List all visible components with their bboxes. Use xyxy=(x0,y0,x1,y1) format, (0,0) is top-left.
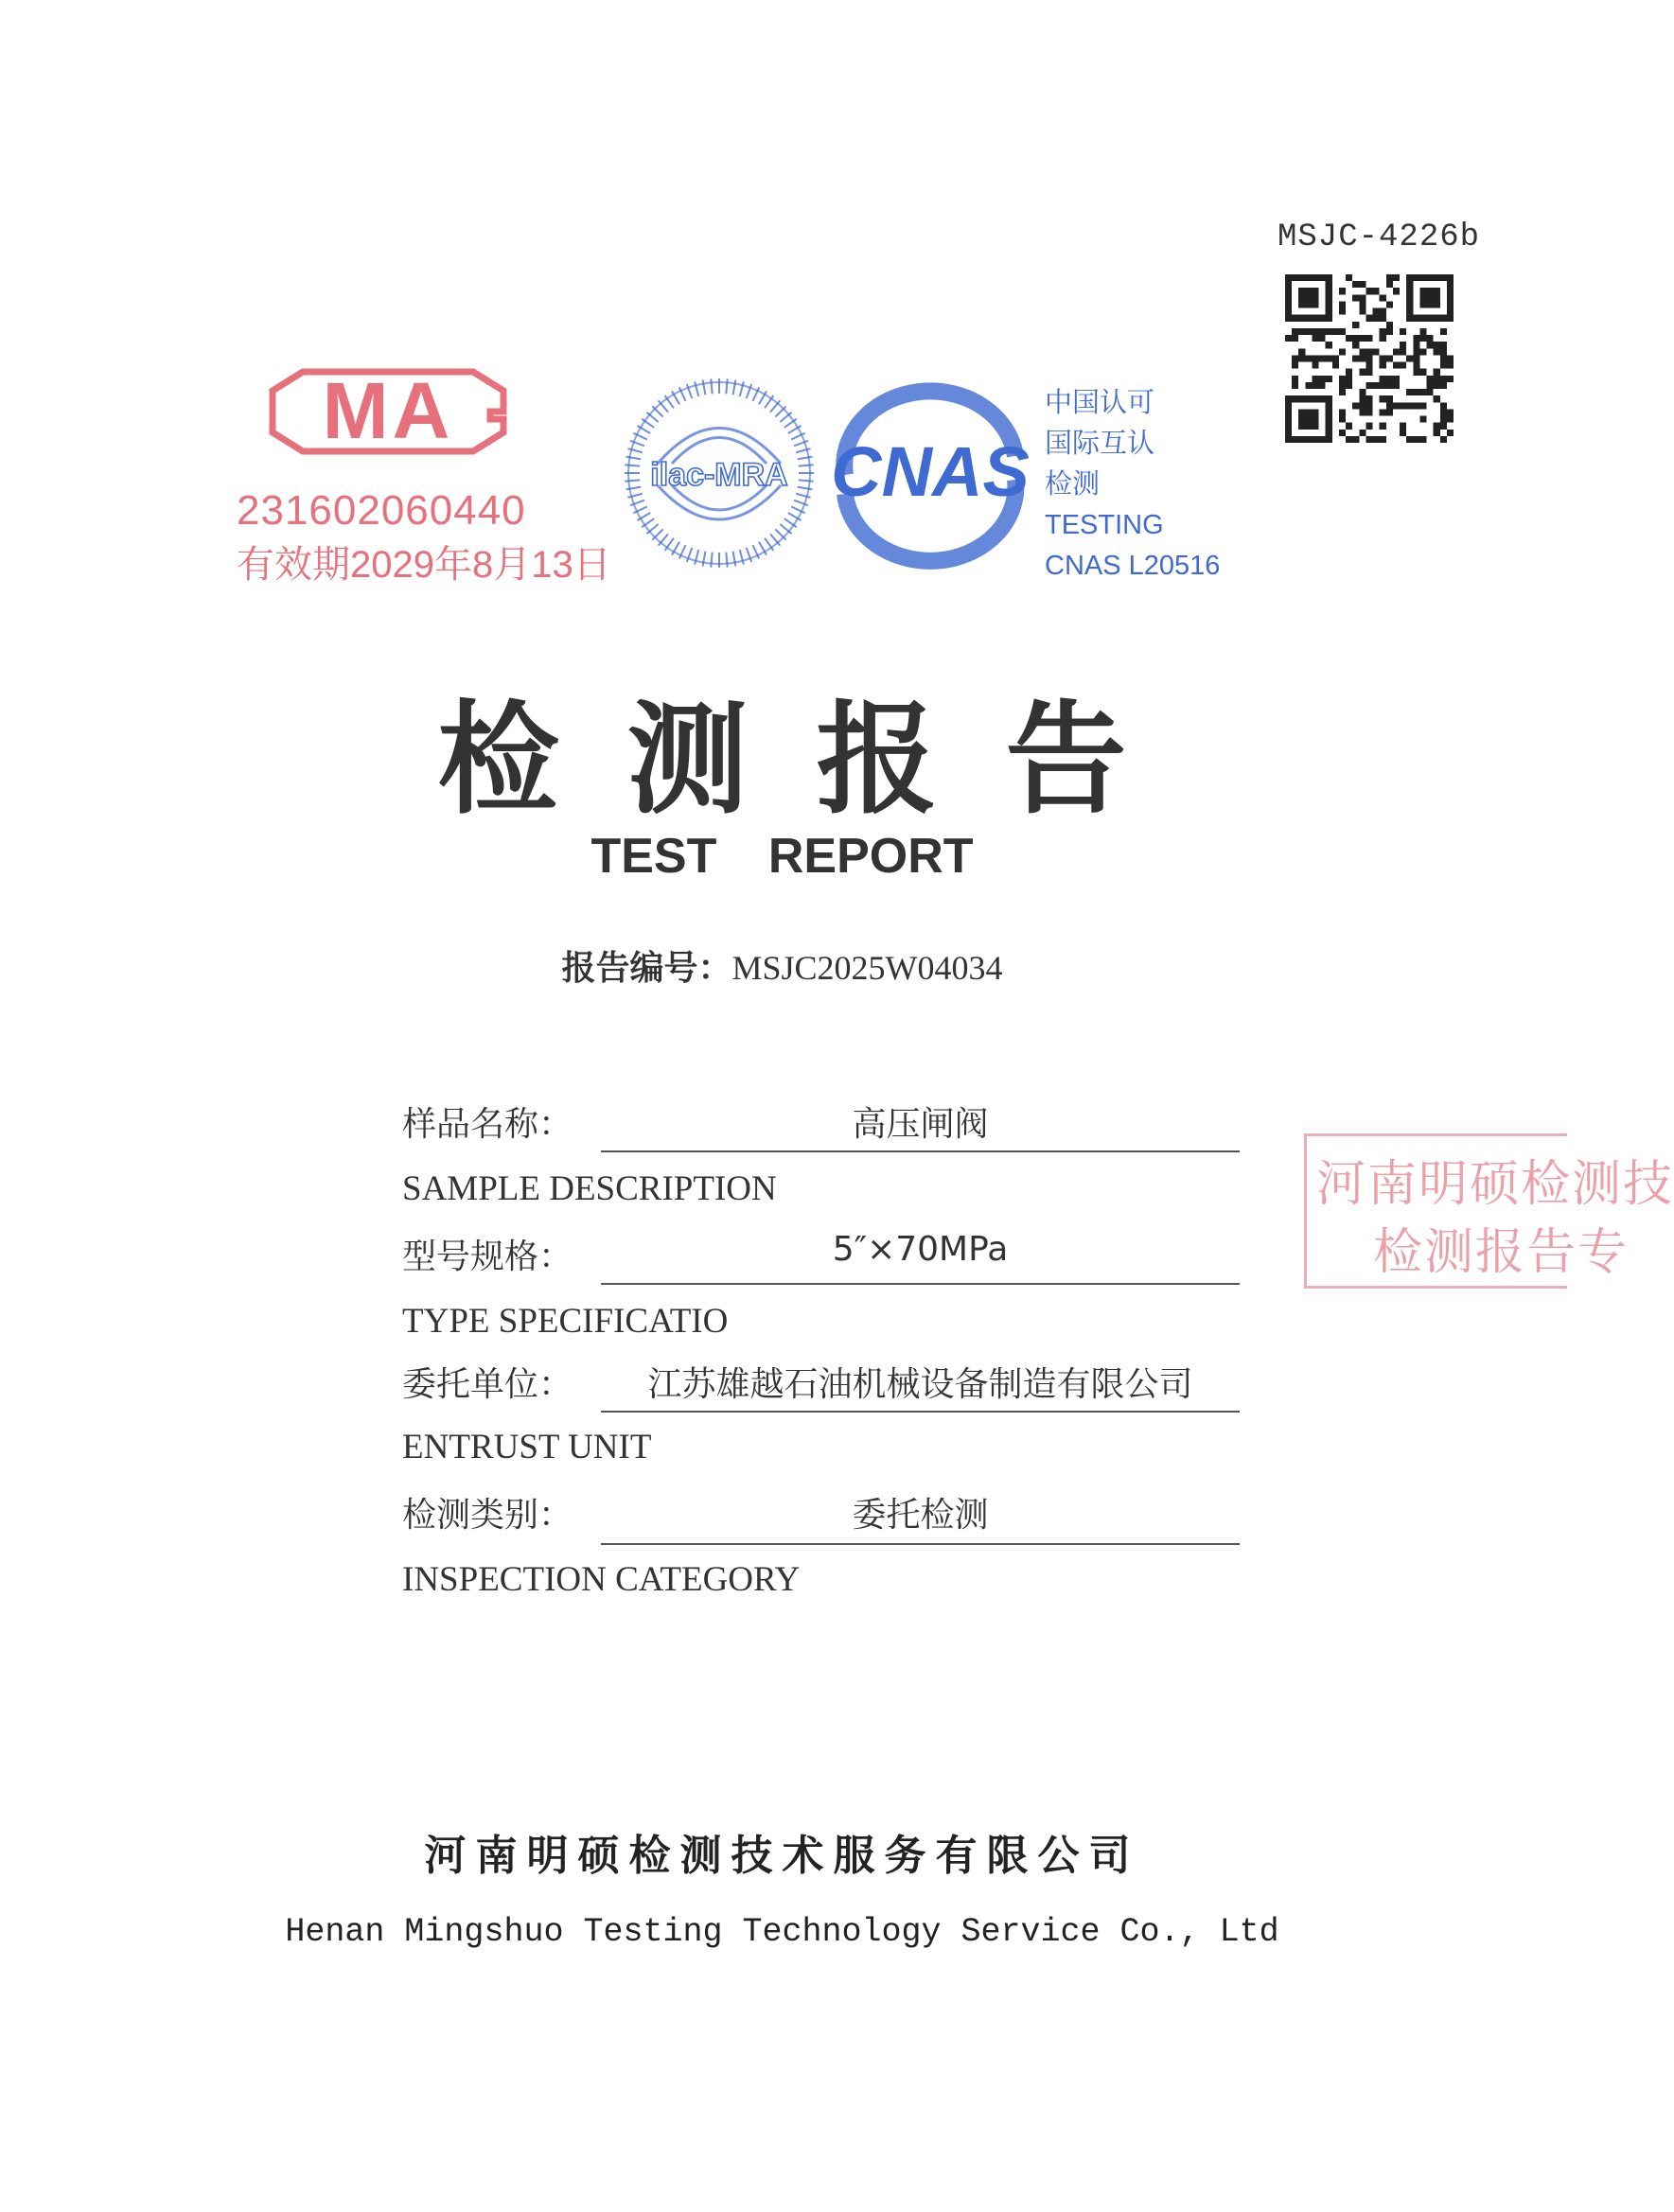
inspection-category-label: 检测类别： xyxy=(402,1496,573,1535)
cnas-line: 国际互认 xyxy=(1045,429,1155,459)
ma-certification-stamp xyxy=(237,364,611,591)
type-spec-label: 型号规格： xyxy=(402,1238,573,1276)
field-underline xyxy=(601,1283,1240,1285)
inspection-category-en-label: INSPECTION CATEGORY xyxy=(402,1560,801,1599)
entrust-unit-en-label: ENTRUST UNIT xyxy=(402,1428,652,1466)
seal-line: 检测报告专 xyxy=(1373,1224,1630,1281)
sample-name-value: 高压闸阀 xyxy=(852,1105,989,1144)
cnas-logo-icon xyxy=(821,390,1039,560)
report-title-en: TEST REPORT xyxy=(590,829,974,884)
svg-text:MA: MA xyxy=(322,366,454,455)
sample-description-label: SAMPLE DESCRIPTION xyxy=(402,1169,777,1208)
cnas-line: TESTING xyxy=(1045,510,1164,540)
ilac-mra-logo-icon xyxy=(620,374,819,572)
report-number xyxy=(0,941,1564,990)
cnas-line: 中国认可 xyxy=(1045,388,1155,418)
cnas-accreditation-text xyxy=(1045,383,1220,587)
document-code: MSJC-4226b xyxy=(1278,219,1481,255)
sample-name-label: 样品名称： xyxy=(402,1105,573,1144)
cnas-line: 检测 xyxy=(1045,469,1101,500)
inspection-category-value: 委托检测 xyxy=(852,1496,989,1535)
report-number-label: 报告编号： xyxy=(561,949,732,988)
qr-code-icon xyxy=(1285,274,1454,443)
entrust-unit-label: 委托单位： xyxy=(402,1365,573,1404)
type-specification-label: TYPE SPECIFICATIO xyxy=(402,1302,729,1341)
seal-line: 河南明硕检测技 xyxy=(1316,1156,1674,1213)
company-name-en: Henan Mingshuo Testing Technology Service Co., Ltd xyxy=(285,1913,1279,1951)
type-spec-value: 5″×70MPa xyxy=(832,1230,1009,1269)
field-underline xyxy=(601,1543,1240,1545)
ma-validity-date: 有效期2029年8月13日 xyxy=(237,544,611,586)
field-underline xyxy=(601,1150,1240,1152)
ma-certificate-number: 231602060440 xyxy=(237,487,526,534)
report-number-value: MSJC2025W04034 xyxy=(731,949,1003,987)
report-title-cn: 检测报告 xyxy=(437,690,1195,831)
cnas-line: CNAS L20516 xyxy=(1045,551,1221,581)
company-name-cn: 河南明硕检测技术服务有限公司 xyxy=(424,1832,1140,1880)
field-underline xyxy=(601,1411,1240,1413)
ma-logo-icon xyxy=(265,364,511,459)
entrust-unit-value: 江苏雄越石油机械设备制造有限公司 xyxy=(647,1365,1193,1404)
svg-text:CNAS: CNAS xyxy=(831,432,1030,511)
company-seal-stamp xyxy=(1304,1133,1674,1289)
svg-text:ilac-MRA: ilac-MRA xyxy=(650,457,788,493)
